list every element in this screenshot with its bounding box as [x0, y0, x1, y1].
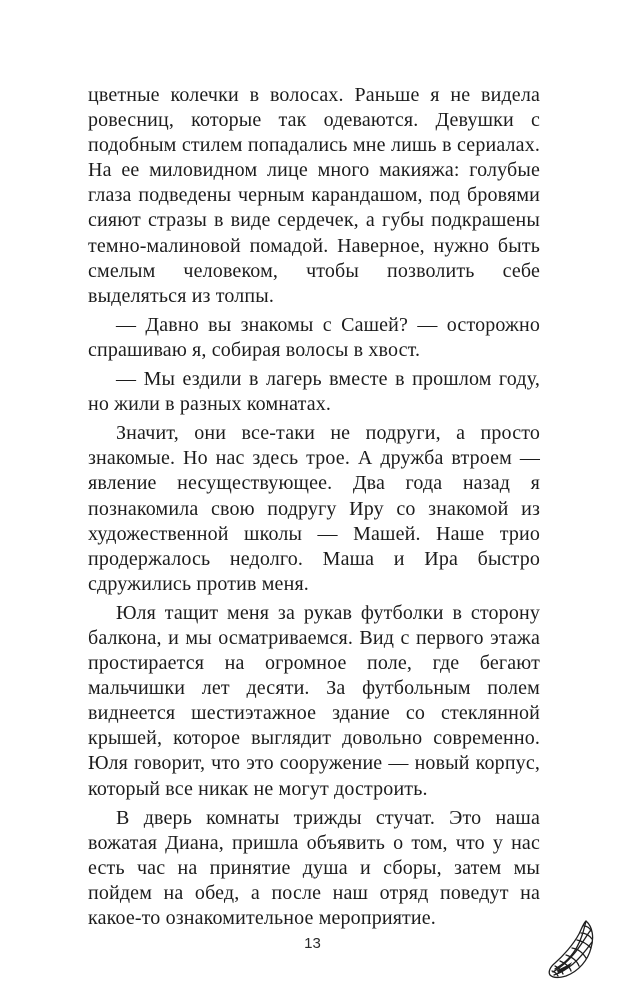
- page-text: [88, 83, 540, 935]
- paragraph-6: В дверь комнаты трижды стучат. Это наша вожатая Диана, пришла объявить о том, что у нас есть час на принятие душа и сборы, затем мы пойдем на обед, а после наш отряд поведут на какое-то ознакомительное мероприятие.: [88, 806, 540, 929]
- seashell-icon: [546, 918, 596, 980]
- paragraph-2: — Давно вы знакомы с Сашей? — осторожно спрашиваю я, собирая волосы в хвост.: [88, 313, 540, 361]
- paragraph-5: Юля тащит меня за рукав футболки в сторону балкона, и мы осматриваемся. Вид с первого этажа простирается на огромное поле, где бегают мальчишки лет десяти. За футбольным полем виднеется шестиэтажное здание со стеклянной крышей, которое выглядит довольно современно. Юля говорит, что это сооружение — новый корпус, который все никак не могут достроить.: [88, 601, 540, 800]
- paragraph-3: — Мы ездили в лагерь вместе в прошлом году, но жили в разных комнатах.: [88, 368, 540, 416]
- paragraph-4: Значит, они все-таки не подруги, а просто знакомые. Но нас здесь трое. А дружба втроем — явление несуществующее. Два года назад я познакомила свою подругу Иру со знакомой из художественной школы — Машей. Наше трио продержалось недолго. Маша и Ира быстро сдружились против меня.: [88, 422, 540, 595]
- paragraph-1: цветные колечки в волосах. Раньше я не видела ровесниц, которые так одеваются. Девушки с подобным стилем попадались мне лишь в сериалах. На ее миловидном лице много макияжа: голубые глаза подведены черным карандашом, под бровями сияют стразы в виде сердечек, а губы подкрашены темно-малиновой помадой. Наверное, нужно быть смелым человеком, чтобы позволить себе выделяться из толпы.: [88, 84, 540, 307]
- page-number: 13: [304, 935, 321, 952]
